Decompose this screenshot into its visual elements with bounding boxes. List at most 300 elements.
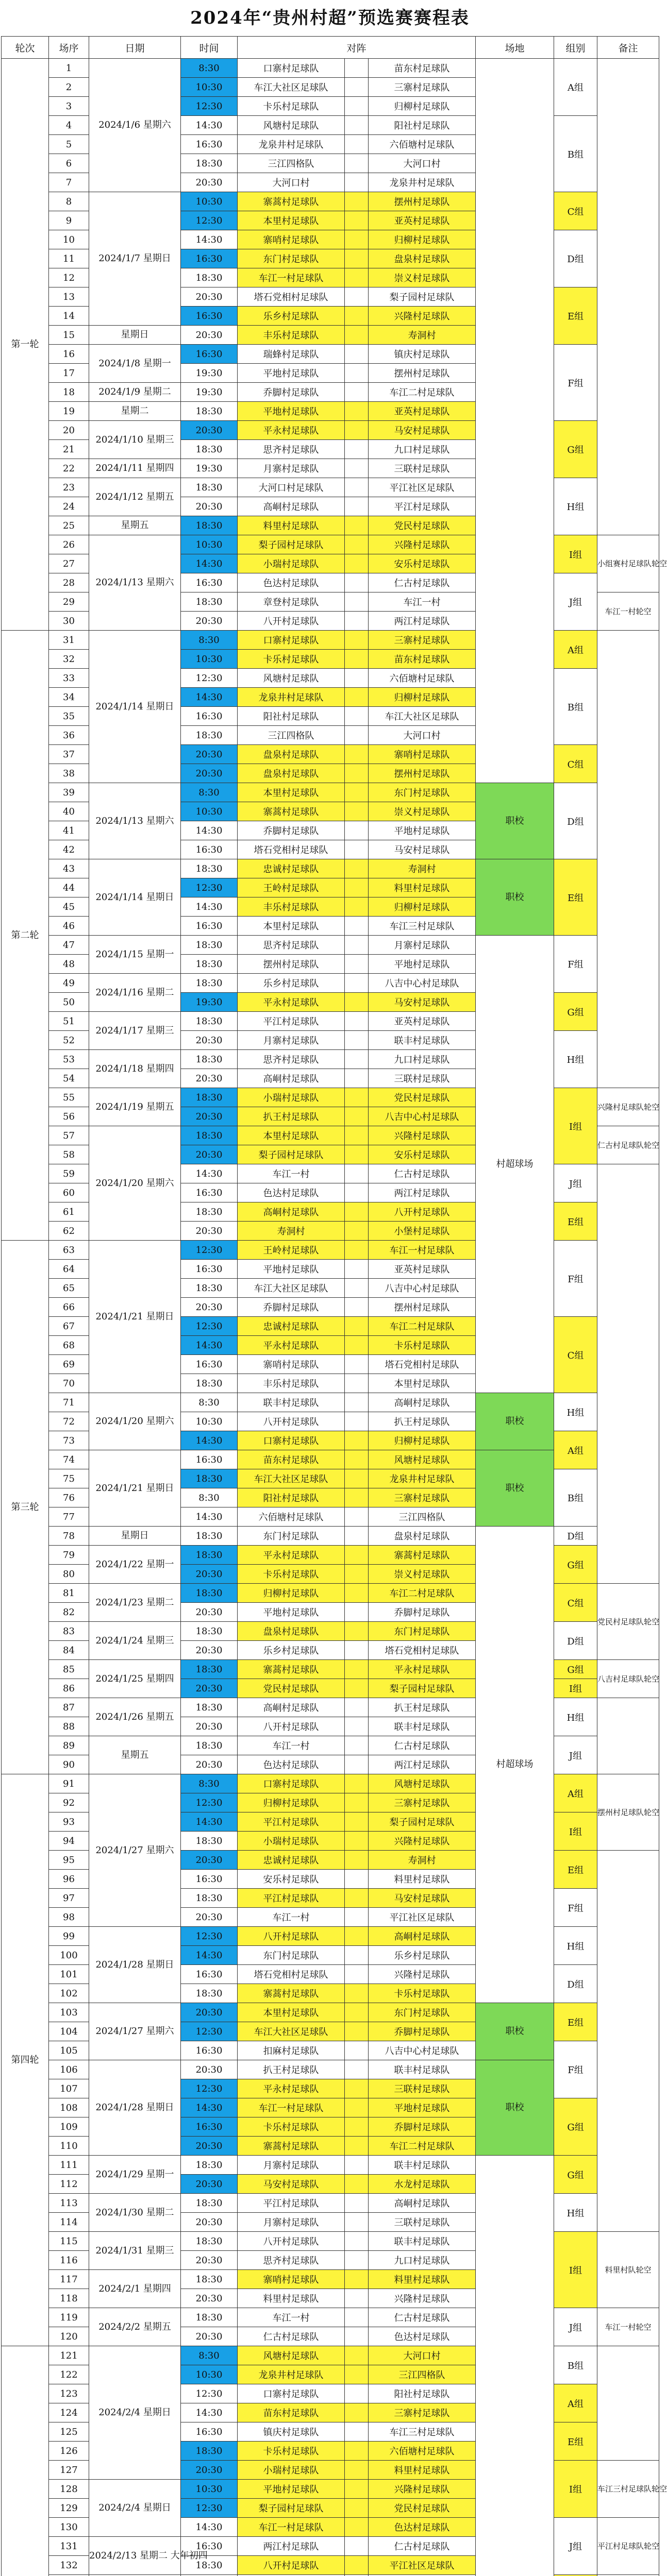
time-cell: 20:30 — [181, 1107, 238, 1126]
home-team-cell: 小瑞村足球队 — [238, 554, 345, 573]
table-row — [2, 345, 659, 364]
vs-cell — [345, 1622, 369, 1641]
time-cell: 12:30 — [181, 669, 238, 688]
time-cell: 19:30 — [181, 993, 238, 1012]
away-team-cell: 三寨村足球队 — [369, 631, 476, 650]
home-team-cell: 丰乐村足球队 — [238, 897, 345, 917]
seq-cell: 47 — [49, 936, 89, 955]
home-team-cell: 寨蒿村足球队 — [238, 192, 345, 211]
round-cell — [2, 2346, 49, 2576]
vs-cell — [345, 1851, 369, 1870]
vs-cell — [345, 1584, 369, 1603]
vs-cell — [345, 268, 369, 287]
time-cell: 18:30 — [181, 2556, 238, 2575]
vs-cell — [345, 364, 369, 383]
seq-cell: 69 — [49, 1355, 89, 1374]
date-cell: 2024/1/16 星期二 — [89, 974, 181, 1012]
note-cell: 平江村足球队轮空 — [597, 2518, 659, 2575]
away-team-cell: 摆州村足球队 — [369, 764, 476, 783]
time-cell: 16:30 — [181, 2117, 238, 2137]
date-cell: 星期日 — [89, 1527, 181, 1546]
home-team-cell: 平永村足球队 — [238, 1336, 345, 1355]
seq-cell: 103 — [49, 2003, 89, 2022]
time-cell: 18:30 — [181, 1622, 238, 1641]
home-team-cell: 寨蒿村足球队 — [238, 802, 345, 821]
table-row — [2, 936, 659, 955]
seq-cell: 12 — [49, 268, 89, 287]
time-cell: 8:30 — [181, 631, 238, 650]
note-cell — [597, 2346, 659, 2461]
table-row — [2, 859, 659, 878]
group-cell: A组 — [554, 631, 597, 669]
time-cell: 18:30 — [181, 1012, 238, 1031]
time-cell: 12:30 — [181, 2079, 238, 2098]
seq-cell: 51 — [49, 1012, 89, 1031]
vs-cell — [345, 173, 369, 192]
date-cell: 2024/1/28 星期日 — [89, 1927, 181, 2003]
page-title: 2024年“贵州村超”预选赛赛程表 — [190, 8, 470, 28]
home-team-cell: 东门村足球队 — [238, 1527, 345, 1546]
vs-cell — [345, 1126, 369, 1145]
date-cell: 2024/1/13 星期六 — [89, 535, 181, 631]
seq-cell: 42 — [49, 840, 89, 859]
vs-cell — [345, 688, 369, 707]
vs-cell — [345, 821, 369, 840]
seq-cell: 8 — [49, 192, 89, 211]
away-team-cell: 平地村足球队 — [369, 2098, 476, 2117]
away-team-cell: 归柳村足球队 — [369, 1431, 476, 1450]
date-cell: 2024/2/13 星期二 大年初四 — [89, 2537, 181, 2575]
seq-cell: 88 — [49, 1717, 89, 1736]
note-cell — [597, 59, 659, 535]
away-team-cell: 亚英村足球队 — [369, 211, 476, 230]
date-cell: 2024/1/19 星期五 — [89, 1088, 181, 1126]
seq-cell: 76 — [49, 1488, 89, 1507]
group-cell: I组 — [554, 1679, 597, 1698]
round-cell: 第二轮 — [2, 631, 49, 1241]
venue-cell: 职校 — [476, 1450, 554, 1527]
home-team-cell: 两江村足球队 — [238, 2537, 345, 2556]
seq-cell: 52 — [49, 1031, 89, 1050]
group-cell: E组 — [554, 2003, 597, 2041]
away-team-cell: 亚英村足球队 — [369, 402, 476, 421]
vs-cell — [345, 421, 369, 440]
away-team-cell: 马安村足球队 — [369, 993, 476, 1012]
time-cell: 16:30 — [181, 1355, 238, 1374]
time-cell: 19:30 — [181, 383, 238, 402]
vs-cell — [345, 936, 369, 955]
home-team-cell: 卡乐村足球队 — [238, 97, 345, 116]
header-date: 日期 — [89, 37, 181, 59]
seq-cell: 97 — [49, 1889, 89, 1908]
away-team-cell: 兴隆村足球队 — [369, 1965, 476, 1984]
seq-cell: 94 — [49, 1832, 89, 1851]
time-cell: 20:30 — [181, 1145, 238, 1164]
away-team-cell: 镇庆村足球队 — [369, 345, 476, 364]
home-team-cell: 归柳村足球队 — [238, 1584, 345, 1603]
time-cell: 20:30 — [181, 2003, 238, 2022]
time-cell: 8:30 — [181, 59, 238, 78]
home-team-cell: 大河口村足球队 — [238, 478, 345, 497]
vs-cell — [345, 326, 369, 345]
header-group: 组别 — [554, 37, 597, 59]
vs-cell — [345, 345, 369, 364]
vs-cell — [345, 516, 369, 535]
vs-cell — [345, 1069, 369, 1088]
home-team-cell: 寨蒿村足球队 — [238, 1984, 345, 2003]
time-cell: 20:30 — [181, 2461, 238, 2480]
vs-cell — [345, 459, 369, 478]
seq-cell: 126 — [49, 2442, 89, 2461]
seq-cell: 108 — [49, 2098, 89, 2117]
away-team-cell: 八吉中心村足球队 — [369, 2041, 476, 2060]
seq-cell: 93 — [49, 1812, 89, 1832]
away-team-cell: 寨蒿村足球队 — [369, 1546, 476, 1565]
away-team-cell: 三江四格队 — [369, 1507, 476, 1527]
away-team-cell: 六佰塘村足球队 — [369, 669, 476, 688]
vs-cell — [345, 497, 369, 516]
home-team-cell: 三江四格队 — [238, 154, 345, 173]
seq-cell: 60 — [49, 1183, 89, 1202]
home-team-cell: 思齐村足球队 — [238, 2251, 345, 2270]
time-cell: 12:30 — [181, 2499, 238, 2518]
seq-cell: 43 — [49, 859, 89, 878]
seq-cell: 56 — [49, 1107, 89, 1126]
home-team-cell: 平江村足球队 — [238, 1889, 345, 1908]
note-cell: 料里村队轮空 — [597, 2232, 659, 2308]
home-team-cell: 口寨村足球队 — [238, 1774, 345, 1793]
table-row — [2, 1393, 659, 1412]
seq-cell: 73 — [49, 1431, 89, 1450]
home-team-cell: 盘泉村足球队 — [238, 745, 345, 764]
vs-cell — [345, 1202, 369, 1222]
time-cell: 20:30 — [181, 326, 238, 345]
home-team-cell: 本里村足球队 — [238, 1126, 345, 1145]
seq-cell: 9 — [49, 211, 89, 230]
home-team-cell: 寨蒿村足球队 — [238, 2137, 345, 2156]
seq-cell: 124 — [49, 2403, 89, 2422]
table-row — [2, 2346, 659, 2365]
vs-cell — [345, 287, 369, 307]
away-team-cell: 阳社村足球队 — [369, 116, 476, 135]
away-team-cell: 归柳村足球队 — [369, 688, 476, 707]
date-cell: 2024/2/4 星期日 — [89, 2480, 181, 2537]
seq-cell: 98 — [49, 1908, 89, 1927]
date-cell: 2024/1/18 星期四 — [89, 1050, 181, 1088]
venue-cell: 村超球场 — [476, 1527, 554, 2003]
home-team-cell: 阳社村足球队 — [238, 1488, 345, 1507]
home-team-cell: 龙泉井村足球队 — [238, 688, 345, 707]
vs-cell — [345, 1984, 369, 2003]
time-cell: 18:30 — [181, 936, 238, 955]
home-team-cell: 苗东村足球队 — [238, 1450, 345, 1469]
home-team-cell: 龙泉井村足球队 — [238, 2365, 345, 2384]
away-team-cell: 车江二村足球队 — [369, 1317, 476, 1336]
seq-cell: 90 — [49, 1755, 89, 1774]
time-cell: 18:30 — [181, 1660, 238, 1679]
group-cell: I组 — [554, 2461, 597, 2518]
time-cell: 20:30 — [181, 421, 238, 440]
date-cell: 2024/1/13 星期六 — [89, 783, 181, 859]
vs-cell — [345, 1260, 369, 1279]
seq-cell: 16 — [49, 345, 89, 364]
home-team-cell: 寿洞村 — [238, 1222, 345, 1241]
group-cell: C组 — [554, 1584, 597, 1622]
away-team-cell: 兴隆村足球队 — [369, 307, 476, 326]
table-row — [2, 1736, 659, 1755]
away-team-cell: 梨子园村足球队 — [369, 287, 476, 307]
group-cell: G组 — [554, 2156, 597, 2194]
home-team-cell: 寨蒿村足球队 — [238, 1660, 345, 1679]
table-row — [2, 1774, 659, 1793]
vs-cell — [345, 2422, 369, 2442]
home-team-cell: 东门村足球队 — [238, 1946, 345, 1965]
date-cell: 2024/1/27 星期六 — [89, 2003, 181, 2060]
away-team-cell: 归柳村足球队 — [369, 97, 476, 116]
away-team-cell: 寿洞村 — [369, 326, 476, 345]
vs-cell — [345, 2003, 369, 2022]
away-team-cell: 三江四格队 — [369, 2365, 476, 2384]
vs-cell — [345, 116, 369, 135]
venue-cell: 职校 — [476, 1393, 554, 1450]
vs-cell — [345, 1736, 369, 1755]
away-team-cell: 安乐村足球队 — [369, 1145, 476, 1164]
seq-cell: 34 — [49, 688, 89, 707]
vs-cell — [345, 1774, 369, 1793]
group-cell: A组 — [554, 2384, 597, 2422]
vs-cell — [345, 1946, 369, 1965]
table-row — [2, 1546, 659, 1565]
home-team-cell: 盘泉村足球队 — [238, 1622, 345, 1641]
vs-cell — [345, 2098, 369, 2117]
seq-cell: 7 — [49, 173, 89, 192]
time-cell: 14:30 — [181, 2403, 238, 2422]
time-cell: 12:30 — [181, 2022, 238, 2041]
group-cell: H组 — [554, 1927, 597, 1965]
home-team-cell: 忠诚村足球队 — [238, 859, 345, 878]
seq-cell: 5 — [49, 135, 89, 154]
away-team-cell: 马安村足球队 — [369, 421, 476, 440]
seq-cell: 77 — [49, 1507, 89, 1527]
home-team-cell: 扒王村足球队 — [238, 2060, 345, 2079]
group-cell: D组 — [554, 1527, 597, 1546]
home-team-cell: 料里村足球队 — [238, 516, 345, 535]
time-cell: 20:30 — [181, 1679, 238, 1698]
home-team-cell: 寨哨村足球队 — [238, 230, 345, 249]
away-team-cell: 东门村足球队 — [369, 1622, 476, 1641]
home-team-cell: 联丰村足球队 — [238, 1393, 345, 1412]
away-team-cell: 车江二村足球队 — [369, 1584, 476, 1603]
time-cell: 8:30 — [181, 1393, 238, 1412]
vs-cell — [345, 2289, 369, 2308]
time-cell: 18:30 — [181, 1126, 238, 1145]
home-team-cell: 车江一村足球队 — [238, 2098, 345, 2117]
time-cell: 18:30 — [181, 2442, 238, 2461]
vs-cell — [345, 1317, 369, 1336]
table-row — [2, 2003, 659, 2022]
time-cell: 18:30 — [181, 154, 238, 173]
seq-cell: 15 — [49, 326, 89, 345]
group-cell: H组 — [554, 2194, 597, 2232]
vs-cell — [345, 2346, 369, 2365]
seq-cell: 96 — [49, 1870, 89, 1889]
away-team-cell: 三联村足球队 — [369, 459, 476, 478]
time-cell: 12:30 — [181, 1927, 238, 1946]
time-cell: 18:30 — [181, 955, 238, 974]
date-cell: 2024/1/26 星期五 — [89, 1698, 181, 1736]
table-row — [2, 59, 659, 78]
time-cell: 18:30 — [181, 516, 238, 535]
time-cell: 20:30 — [181, 1717, 238, 1736]
away-team-cell: 平江社区足球队 — [369, 2556, 476, 2575]
time-cell: 18:30 — [181, 1984, 238, 2003]
seq-cell: 107 — [49, 2079, 89, 2098]
home-team-cell: 平地村足球队 — [238, 2480, 345, 2499]
home-team-cell: 月寨村足球队 — [238, 2156, 345, 2175]
group-cell: I组 — [554, 2232, 597, 2308]
vs-cell — [345, 764, 369, 783]
home-team-cell: 小瑞村足球队 — [238, 1832, 345, 1851]
venue-cell: 职校 — [476, 859, 554, 936]
away-team-cell: 料里村足球队 — [369, 1870, 476, 1889]
note-cell: 仁古村足球队轮空 — [597, 1126, 659, 1164]
note-cell — [597, 631, 659, 1088]
away-team-cell: 仁古村足球队 — [369, 2308, 476, 2327]
vs-cell — [345, 1241, 369, 1260]
home-team-cell: 扣麻村足球队 — [238, 2041, 345, 2060]
date-cell: 2024/1/25 星期四 — [89, 1660, 181, 1698]
away-team-cell: 安乐村足球队 — [369, 554, 476, 573]
away-team-cell: 联丰村足球队 — [369, 2060, 476, 2079]
note-cell: 小组赛村足球队轮空 — [597, 535, 659, 592]
time-cell: 14:30 — [181, 897, 238, 917]
date-cell: 2024/1/14 星期日 — [89, 859, 181, 936]
seq-cell: 119 — [49, 2308, 89, 2327]
away-team-cell: 高峒村足球队 — [369, 2194, 476, 2213]
away-team-cell: 寨哨村足球队 — [369, 745, 476, 764]
home-team-cell: 安乐村足球队 — [238, 1870, 345, 1889]
time-cell: 20:30 — [181, 2289, 238, 2308]
seq-cell: 111 — [49, 2156, 89, 2175]
note-cell: 党民村足球队轮空 — [597, 1584, 659, 1660]
time-cell: 16:30 — [181, 1870, 238, 1889]
vs-cell — [345, 2537, 369, 2556]
away-team-cell: 小堡村足球队 — [369, 1222, 476, 1241]
home-team-cell: 色达村足球队 — [238, 1755, 345, 1774]
vs-cell — [345, 2499, 369, 2518]
home-team-cell: 高峒村足球队 — [238, 1698, 345, 1717]
home-team-cell: 党民村足球队 — [238, 1679, 345, 1698]
away-team-cell: 乔脚村足球队 — [369, 2022, 476, 2041]
time-cell: 12:30 — [181, 211, 238, 230]
vs-cell — [345, 1488, 369, 1507]
home-team-cell: 思齐村足球队 — [238, 440, 345, 459]
home-team-cell: 仁古村足球队 — [238, 2327, 345, 2346]
time-cell: 18:30 — [181, 1374, 238, 1393]
time-cell: 20:30 — [181, 745, 238, 764]
seq-cell: 58 — [49, 1145, 89, 1164]
away-team-cell: 风塘村足球队 — [369, 1450, 476, 1469]
vs-cell — [345, 97, 369, 116]
away-team-cell: 色达村足球队 — [369, 2327, 476, 2346]
vs-cell — [345, 1889, 369, 1908]
home-team-cell: 八开村足球队 — [238, 1927, 345, 1946]
home-team-cell: 王岭村足球队 — [238, 878, 345, 897]
vs-cell — [345, 1832, 369, 1851]
away-team-cell: 归柳村足球队 — [369, 230, 476, 249]
time-cell: 20:30 — [181, 1603, 238, 1622]
home-team-cell: 忠诚村足球队 — [238, 1317, 345, 1336]
home-team-cell: 乔脚村足球队 — [238, 821, 345, 840]
home-team-cell: 高峒村足球队 — [238, 1069, 345, 1088]
vs-cell — [345, 2232, 369, 2251]
home-team-cell: 思齐村足球队 — [238, 1050, 345, 1069]
vs-cell — [345, 631, 369, 650]
date-cell: 2024/1/9 星期二 — [89, 383, 181, 402]
away-team-cell: 寿洞村 — [369, 859, 476, 878]
away-team-cell: 联丰村足球队 — [369, 2156, 476, 2175]
vs-cell — [345, 2270, 369, 2289]
seq-cell: 37 — [49, 745, 89, 764]
vs-cell — [345, 1755, 369, 1774]
away-team-cell: 梨子园村足球队 — [369, 1812, 476, 1832]
away-team-cell: 联丰村足球队 — [369, 1717, 476, 1736]
date-cell: 2024/1/21 星期日 — [89, 1450, 181, 1527]
away-team-cell: 扒王村足球队 — [369, 1412, 476, 1431]
away-team-cell: 料里村足球队 — [369, 878, 476, 897]
away-team-cell: 九口村足球队 — [369, 1050, 476, 1069]
vs-cell — [345, 1050, 369, 1069]
vs-cell — [345, 2327, 369, 2346]
time-cell: 18:30 — [181, 1527, 238, 1546]
time-cell: 16:30 — [181, 307, 238, 326]
vs-cell — [345, 2117, 369, 2137]
vs-cell — [345, 2480, 369, 2499]
away-team-cell: 阳社村足球队 — [369, 2384, 476, 2403]
group-cell: C组 — [554, 192, 597, 230]
time-cell: 18:30 — [181, 440, 238, 459]
seq-cell: 68 — [49, 1336, 89, 1355]
time-cell: 20:30 — [181, 2137, 238, 2156]
vs-cell — [345, 535, 369, 554]
home-team-cell: 寨哨村足球队 — [238, 2270, 345, 2289]
seq-cell: 18 — [49, 383, 89, 402]
time-cell: 18:30 — [181, 1202, 238, 1222]
date-cell: 星期五 — [89, 516, 181, 535]
away-team-cell: 归柳村足球队 — [369, 897, 476, 917]
seq-cell: 100 — [49, 1946, 89, 1965]
home-team-cell: 八开村足球队 — [238, 1412, 345, 1431]
time-cell: 14:30 — [181, 2098, 238, 2117]
time-cell: 14:30 — [181, 116, 238, 135]
venue-cell: 职校 — [476, 2060, 554, 2156]
vs-cell — [345, 478, 369, 497]
time-cell: 18:30 — [181, 2156, 238, 2175]
vs-cell — [345, 230, 369, 249]
vs-cell — [345, 878, 369, 897]
home-team-cell: 章登村足球队 — [238, 592, 345, 612]
group-cell: G组 — [554, 993, 597, 1031]
table-row — [2, 1698, 659, 1717]
vs-cell — [345, 783, 369, 802]
away-team-cell: 兴隆村足球队 — [369, 1126, 476, 1145]
away-team-cell: 联丰村足球队 — [369, 2232, 476, 2251]
seq-cell: 57 — [49, 1126, 89, 1145]
round-cell: 第一轮 — [2, 59, 49, 631]
time-cell: 20:30 — [181, 2251, 238, 2270]
time-cell: 20:30 — [181, 2175, 238, 2194]
seq-cell: 3 — [49, 97, 89, 116]
